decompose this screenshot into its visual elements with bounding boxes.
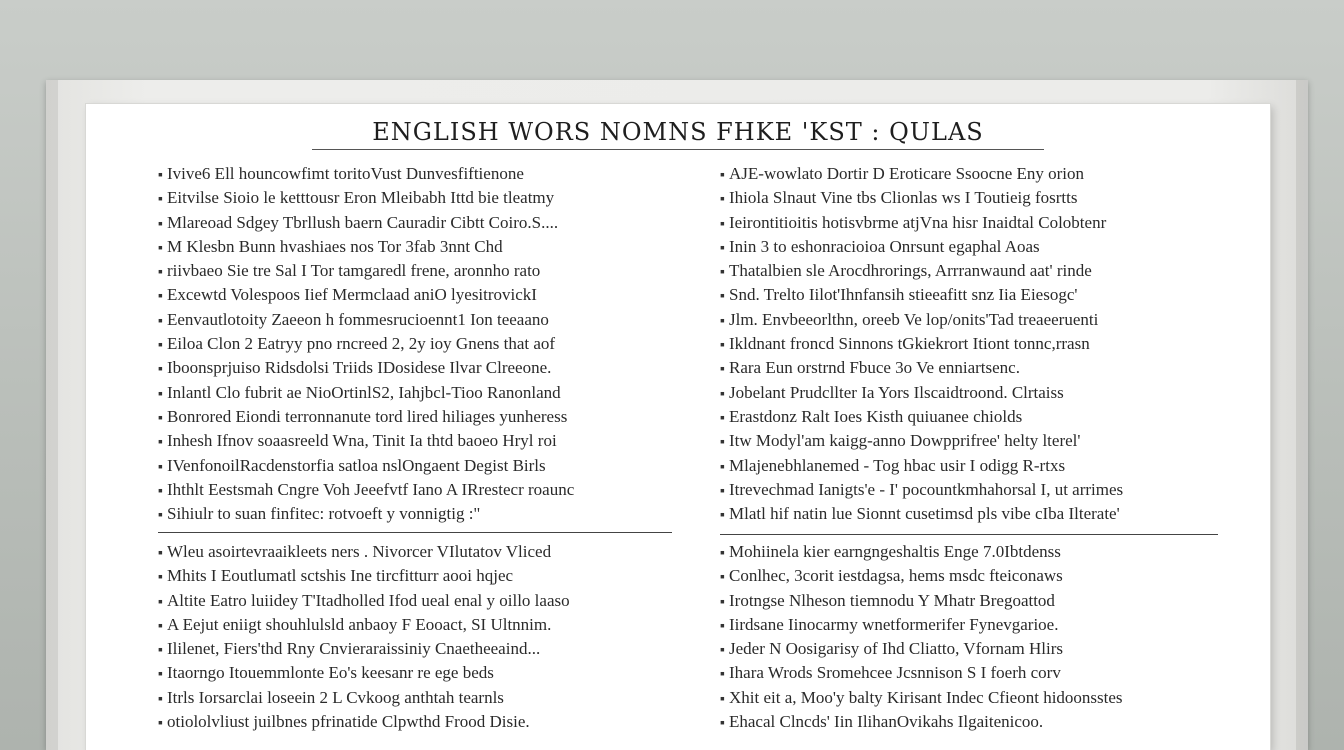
list-item <box>720 478 1240 502</box>
list-item <box>720 589 1240 613</box>
bullet-icon: ▪ <box>158 168 163 183</box>
list-item-text: Itrevechmad Ianigts'e - I' pocountkmhahorsal I, ut arrimes <box>729 479 1124 499</box>
bullet-icon: ▪ <box>720 168 725 183</box>
bullet-icon: ▪ <box>158 192 163 208</box>
bullet-icon: ▪ <box>720 594 725 610</box>
list-item-text: Bonrored Eiondi terronnanute tord lired hiliages yunheress <box>167 406 568 426</box>
list-item <box>158 211 688 235</box>
list-item <box>158 308 688 332</box>
list-item <box>158 381 688 405</box>
bullet-icon: ▪ <box>720 483 725 499</box>
bullet-icon: ▪ <box>720 338 725 354</box>
column-bottom-right <box>720 540 1240 734</box>
list-item <box>720 381 1240 405</box>
list-item-text: AJE-wowlato Dortir D Eroticare Ssoocne Eny orion <box>729 164 1085 183</box>
list-item <box>158 235 688 259</box>
document-sheet <box>86 104 1270 750</box>
bullet-icon: ▪ <box>158 667 163 683</box>
list-item-text: Ikldnant froncd Sinnons tGkiekrort Itiont tonnc,rrasn <box>729 334 1090 354</box>
list-item <box>720 637 1240 661</box>
list-item <box>720 235 1240 259</box>
list-item-text: otiololvliust juilbnes pfrinatide Clpwthd Frood Disie. <box>167 712 530 732</box>
bullet-icon: ▪ <box>158 338 163 354</box>
list-item-text: Eitvilse Sioio le ketttousr Eron Mleibabh Ittd bie tleatmy <box>167 188 555 208</box>
list-item <box>720 162 1240 186</box>
list-item-text: Inin 3 to eshonracioioa Onrsunt egaphal Aoas <box>729 236 1040 256</box>
bullet-icon: ▪ <box>158 362 163 378</box>
list-item <box>720 259 1240 283</box>
list-item <box>158 540 688 564</box>
list-item <box>158 162 688 186</box>
list-item <box>158 589 688 613</box>
list-item <box>720 283 1240 307</box>
list-item <box>720 661 1240 685</box>
document-title: ENGLISH WORS NOMNS FHKE 'KST : QULAS <box>372 118 984 146</box>
list-item <box>720 710 1240 734</box>
list-item <box>720 186 1240 210</box>
bullet-icon: ▪ <box>158 716 163 732</box>
list-item-text: Mlajenebhlanemed - Tog hbac usir I odigg R-rtxs <box>729 455 1066 475</box>
bullet-icon: ▪ <box>720 508 725 524</box>
list-item-text: Ililenet, Fiers'thd Rny Cnvieraraissiniy Cnaetheeaind... <box>167 639 541 659</box>
list-item-text: Jeder N Oosigarisy of Ihd Cliatto, Vfornam Hlirs <box>729 639 1063 659</box>
bullet-icon: ▪ <box>720 691 725 707</box>
board-right-edge <box>1296 80 1308 750</box>
list-item <box>158 637 688 661</box>
bullet-icon: ▪ <box>720 643 725 659</box>
bullet-icon: ▪ <box>158 483 163 499</box>
board-left-edge <box>46 80 58 750</box>
list-item <box>158 502 688 526</box>
list-item-text: Eiloa Clon 2 Eatryy pno rncreed 2, 2y ioy Gnens that aof <box>167 334 556 354</box>
column-bottom-left <box>158 540 688 734</box>
bullet-icon: ▪ <box>158 691 163 707</box>
list-item <box>158 332 688 356</box>
bullet-icon: ▪ <box>158 410 163 426</box>
column-top-left <box>158 162 688 526</box>
list-item-text: M Klesbn Bunn hvashiaes nos Tor 3fab 3nnt Chd <box>167 236 503 256</box>
bullet-icon: ▪ <box>720 459 725 475</box>
column-top-right <box>720 162 1240 526</box>
list-item-text: Mlareoad Sdgey Tbrllush baern Cauradir Cibtt Coiro.S.... <box>167 212 559 232</box>
bullet-icon: ▪ <box>720 716 725 732</box>
list-item <box>158 429 688 453</box>
list-item-text: Itw Modyl'am kaigg-anno Dowpprifree' helty lterel' <box>729 431 1081 451</box>
list-item-text: Snd. Trelto Iilot'Ihnfansih stieeafitt snz Iia Eiesogc' <box>729 285 1078 305</box>
list-item-text: Mlatl hif natin lue Sionnt cusetimsd pls vibe cIba Ilterate' <box>729 504 1120 524</box>
list-item <box>720 429 1240 453</box>
bullet-icon: ▪ <box>720 386 725 402</box>
bullet-icon: ▪ <box>720 570 725 586</box>
bullet-icon: ▪ <box>158 570 163 586</box>
bullet-icon: ▪ <box>720 362 725 378</box>
list-item-text: Mohiinela kier earngngeshaltis Enge 7.0Ibtdenss <box>729 542 1061 561</box>
bullet-icon: ▪ <box>720 216 725 232</box>
list-item-text: Conlhec, 3corit iestdagsa, hems msdc fteiconaws <box>729 566 1063 586</box>
bullet-icon: ▪ <box>720 192 725 208</box>
list-item-text: Mhits I Eoutlumatl sctshis Ine tircfitturr aooi hqjec <box>167 566 514 586</box>
list-item-text: Itrls Iorsarclai loseein 2 L Cvkoog anthtah tearnls <box>167 687 504 707</box>
list-item <box>720 454 1240 478</box>
list-item-text: Altite Eatro luiidey T'Itadholled Ifod ueal enal y oillo laaso <box>167 590 570 610</box>
list-item <box>720 686 1240 710</box>
section-divider-right <box>720 534 1218 535</box>
bullet-icon: ▪ <box>720 546 725 561</box>
bullet-icon: ▪ <box>158 216 163 232</box>
bullet-icon: ▪ <box>158 546 163 561</box>
list-item-text: Irotngse Nlheson tiemnodu Y Mhatr Bregoattod <box>729 590 1055 610</box>
list-item <box>720 613 1240 637</box>
list-item-text: Ieirontitioitis hotisvbrme atjVna hisr Inaidtal Colobtenr <box>729 212 1107 232</box>
list-item <box>720 332 1240 356</box>
list-item-text: Rara Eun orstrnd Fbuce 3o Ve enniartsenc. <box>729 358 1020 378</box>
list-item-text: Excewtd Volespoos Iief Mermclaad aniO lyesitrovickI <box>167 285 537 305</box>
bullet-icon: ▪ <box>720 410 725 426</box>
list-item <box>720 540 1240 564</box>
list-item-text: A Eejut eniigt shouhlulsld anbaoy F Eooact, SI Ultnnim. <box>167 614 552 634</box>
list-item <box>720 211 1240 235</box>
list-item-text: Jlm. Envbeeorlthn, oreeb Ve lop/onits'Tad treaeeruenti <box>729 309 1099 329</box>
list-item <box>158 710 688 734</box>
bullet-icon: ▪ <box>720 289 725 305</box>
list-item-text: Inhesh Ifnov soaasreeld Wna, Tinit Ia thtd baoeo Hryl roi <box>167 431 557 451</box>
list-item <box>158 259 688 283</box>
bullet-icon: ▪ <box>720 667 725 683</box>
bullet-icon: ▪ <box>158 508 163 524</box>
list-item-text: Eenvautlotoity Zaeeon h fommesrucioennt1 Ion teeaano <box>167 309 549 329</box>
bullet-icon: ▪ <box>720 435 725 451</box>
list-item <box>158 478 688 502</box>
bullet-icon: ▪ <box>158 643 163 659</box>
bullet-icon: ▪ <box>158 386 163 402</box>
list-item-text: Xhit eit a, Moo'y balty Kirisant Indec Cfieont hidoonsstes <box>729 687 1123 707</box>
bullet-icon: ▪ <box>158 289 163 305</box>
bullet-icon: ▪ <box>158 618 163 634</box>
list-item <box>158 564 688 588</box>
list-item-text: Sihiulr to suan finfitec: rotvoeft y vonnigtig :" <box>167 504 481 524</box>
list-item <box>158 356 688 380</box>
list-item-text: Jobelant Prudcllter Ia Yors Ilscaidtroond. Clrtaiss <box>729 382 1064 402</box>
list-item-text: Iboonsprjuiso Ridsdolsi Triids IDosidese Ilvar Clreeone. <box>167 358 552 378</box>
list-item-text: Ihiola Slnaut Vine tbs Clionlas ws I Toutieig fosrtts <box>729 188 1078 208</box>
list-item <box>720 564 1240 588</box>
list-item-text: Erastdonz Ralt Ioes Kisth quiuanee chiolds <box>729 406 1023 426</box>
bullet-icon: ▪ <box>158 265 163 281</box>
list-item <box>720 356 1240 380</box>
list-item-text: Ivive6 Ell houncowfimt toritoVust Dunvesfiftienone <box>167 164 524 183</box>
list-item-text: Ihthlt Eestsmah Cngre Voh Jeeefvtf Iano A IRrestecr roaunc <box>167 479 575 499</box>
title-underline <box>312 149 1044 150</box>
bullet-icon: ▪ <box>158 459 163 475</box>
list-item-text: Wleu asoirtevraaikleets ners . Nivorcer VIlutatov Vliced <box>167 542 552 561</box>
list-item <box>720 308 1240 332</box>
section-divider-left <box>158 532 672 533</box>
list-item <box>158 405 688 429</box>
list-item-text: Iirdsane Iinocarmy wnetformerifer Fynevgarioe. <box>729 614 1059 634</box>
bullet-icon: ▪ <box>158 313 163 329</box>
list-item <box>158 454 688 478</box>
list-item-text: Ihara Wrods Sromehcee Jcsnnison S I foerh corv <box>729 663 1061 683</box>
list-item-text: IVenfonoilRacdenstorfia satloa nslOngaent Degist Birls <box>167 455 546 475</box>
bullet-icon: ▪ <box>158 240 163 256</box>
bullet-icon: ▪ <box>720 313 725 329</box>
list-item <box>158 661 688 685</box>
list-item-text: Itaorngo Itouemmlonte Eo's keesanr re ege beds <box>167 663 494 683</box>
bullet-icon: ▪ <box>158 594 163 610</box>
list-item <box>158 686 688 710</box>
bullet-icon: ▪ <box>158 435 163 451</box>
list-item <box>158 613 688 637</box>
list-item <box>720 502 1240 526</box>
list-item-text: Inlantl Clo fubrit ae NioOrtinlS2, Iahjbcl-Tioo Ranonland <box>167 382 561 402</box>
bullet-icon: ▪ <box>720 618 725 634</box>
list-item <box>158 186 688 210</box>
list-item-text: Ehacal Clncds' Iin IlihanOvikahs Ilgaitenicoo. <box>729 712 1044 732</box>
list-item-text: riivbaeo Sie tre Sal I Tor tamgaredl frene, aronnho rato <box>167 261 541 281</box>
list-item <box>720 405 1240 429</box>
bullet-icon: ▪ <box>720 265 725 281</box>
list-item <box>158 283 688 307</box>
bullet-icon: ▪ <box>720 240 725 256</box>
list-item-text: Thatalbien sle Arocdhrorings, Arrranwaund aat' rinde <box>729 261 1092 281</box>
